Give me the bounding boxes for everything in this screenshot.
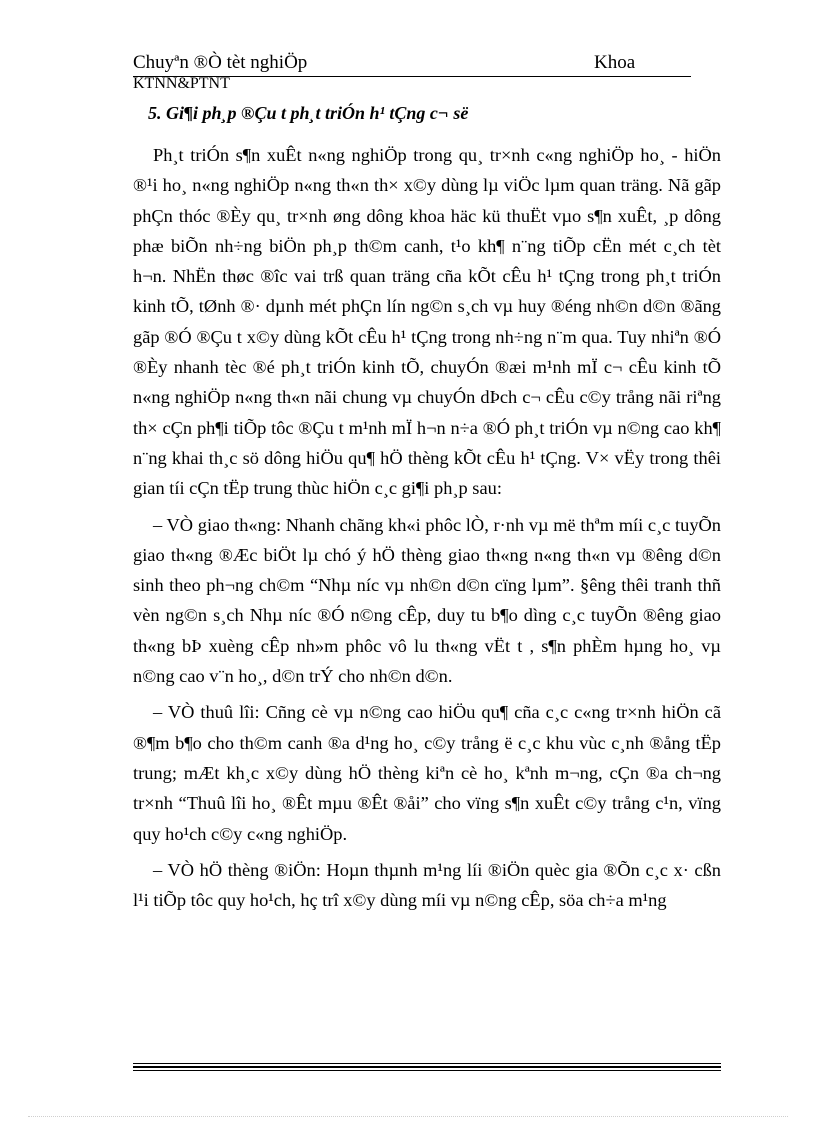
header-department-label: KTNN&PTNT bbox=[133, 75, 230, 92]
header-faculty-label: Khoa bbox=[594, 52, 636, 73]
paragraph-intro: Ph¸t triÓn s¶n xuÊt n«ng nghiÖp trong qu¸ tr×nh c«ng nghiÖp ho¸ - hiÖn ®¹i ho¸ n«ng nghiÖp n«ng th«n th× x©y dùng lµ viÖc lµm quan träng. Nã gãp phÇn thóc ®Èy qu¸ tr×nh øng dông khoa häc kü thuËt vµo s¶n xuÊt, ¸p dông phæ biÕn nh÷ng biÖn ph¸p th©m canh, t¹o kh¶ n¨ng tiÕp cËn mét c¸ch tèt h¬n. NhËn thøc ®îc vai trß quan träng cña kÕt cÊu h¹ tÇng trong ph¸t triÓn kinh tÕ, tØnh ®· dµnh mét phÇn lín ng©n s¸ch vµ huy ®éng nh©n d©n ®ãng gãp ®Ó ®Çu t x©y dùng kÕt cÊu h¹ tÇng trong nh÷ng n¨m qua. Tuy nhiªn ®Ó ®Èy nhanh tèc ®é ph¸t triÓn kinh tÕ, chuyÓn ®æi m¹nh mÏ c¬ cÊu kinh tÕ n«ng nghiÖp n«ng th«n nãi chung vµ chuyÓn dÞch c¬ cÊu c©y trång nãi riªng th× cÇn ph¶i tiÕp tôc ®Çu t m¹nh mÏ h¬n n÷a ®Ó ph¸t triÓn vµ n©ng cao kh¶ n¨ng khai th¸c sö dông hiÖu qu¶ hÖ thèng kÕt cÊu h¹ tÇng. V× vËy trong thêi gian tíi cÇn tËp trung thùc hiÖn c¸c gi¶i ph¸p sau: bbox=[133, 145, 721, 499]
section-title: 5. Gi¶i ph¸p ®Çu t ph¸t triÓn h¹ tÇng c¬ së bbox=[148, 103, 469, 123]
footer-rule-bottom bbox=[133, 1070, 721, 1071]
paragraph-transport: – VÒ giao th«ng: Nhanh chãng kh«i phôc lÒ, r·nh vµ më thªm míi c¸c tuyÕn giao th«ng ®Æc biÖt lµ chó ý hÖ thèng giao th«ng n«ng th«n vµ ®êng d©n sinh theo ph¬ng ch©m “Nhµ níc vµ nh©n d©n cïng lµm”. §êng thêi tranh thñ vèn ng©n s¸ch Nhµ níc ®Ó n©ng cÊp, duy tu b¶o dìng c¸c tuyÕn ®êng giao th«ng bÞ xuèng cÊp nh»m phôc vô lu th«ng vËt t , s¶n phÈm hµng ho¸ vµ n©ng cao v¨n ho¸, d©n trÝ cho nh©n d©n. bbox=[133, 514, 721, 687]
page-header bbox=[133, 52, 693, 74]
paragraph-irrigation: – VÒ thuû lîi: Cñng cè vµ n©ng cao hiÖu qu¶ cña c¸c c«ng tr×nh hiÖn cã ®¶m b¶o cho th©m canh ®a d¹ng ho¸ c©y trång ë c¸c khu vùc c¸nh ®ång tËp trung; mÆt kh¸c x©y dùng hÖ thèng kiªn cè ho¸ kªnh m¬ng, cÇn ®a ch¬ng tr×nh “Thuû lîi ho¸ ®Êt mµu ®Êt ®åi” cho vïng s¶n xuÊt c©y trång c¹n, vïng quy ho¹ch c©y c«ng nghiÖp. bbox=[133, 702, 721, 844]
page-edge-divider bbox=[28, 1116, 788, 1117]
footer-rule-middle bbox=[133, 1066, 721, 1068]
body-text bbox=[133, 140, 721, 915]
header-thesis-label: Chuyªn ®Ò tèt nghiÖp bbox=[133, 52, 308, 73]
paragraph-electricity: – VÒ hÖ thèng ®iÖn: Hoµn thµnh m¹ng líi ®iÖn quèc gia ®Õn c¸c x· cßn l¹i tiÕp tôc quy ho¹ch, hç trî x©y dùng míi vµ n©ng cÊp, söa ch÷a m¹ng bbox=[133, 859, 721, 911]
footer-rule-top bbox=[133, 1063, 721, 1064]
